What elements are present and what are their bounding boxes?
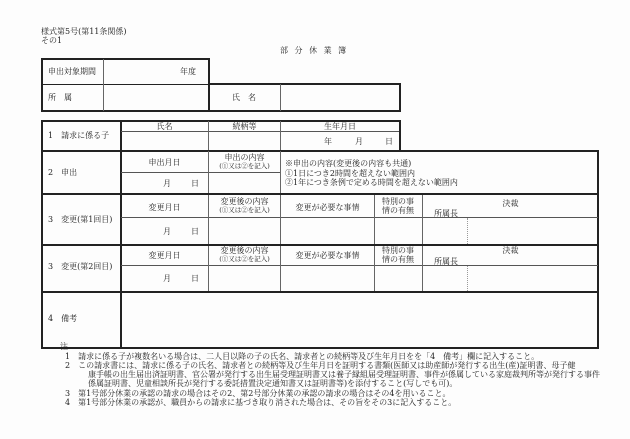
change2-special-header-2: 情の有無 — [382, 255, 414, 264]
affiliation-field[interactable] — [104, 85, 207, 110]
name-field[interactable] — [281, 85, 398, 110]
request-note-3: ②1年につき条例で定める時間を超えない範囲内 — [285, 178, 458, 187]
remarks-label: 4 備考 — [48, 314, 78, 323]
page-title: 部 分 休 業 簿 — [280, 46, 349, 55]
child-relation-header: 続柄等 — [232, 122, 257, 131]
note-1: 1 請求に係る子が複数名いる場合は、二人目以降の子の氏名、請求者との続柄等及び生年月日をを「4 備考」欄に記入すること。 — [65, 352, 540, 361]
request-content-sub: (①又は②を記入) — [219, 162, 270, 170]
note-2a: 2 この請求書には、請求に係る子の氏名、請求者との続柄等及び生年月日を証明する書類(医師又は助産師が発行する出生(産)証明書、母子健 — [65, 361, 576, 370]
child-birth-field[interactable] — [281, 132, 399, 150]
request-day-label: 日 — [191, 179, 199, 188]
form-number: 様式第5号(第11条関係) — [41, 27, 127, 36]
note-2b: 康手帳の出生届出済証明書、官公署が発行する出生届受理証明書又は養子縁組届受理証明書、事件が係属している家庭裁判所等が発行する事件 — [88, 370, 600, 379]
name-label: 氏 名 — [232, 93, 256, 102]
change1-special-field[interactable] — [375, 218, 422, 244]
notes-heading: 注 — [60, 342, 68, 351]
change1-approval-seal[interactable] — [468, 218, 598, 244]
child-name-field[interactable] — [121, 132, 208, 150]
change1-approver-label: 所属長 — [434, 209, 458, 218]
change2-special-field[interactable] — [375, 266, 422, 291]
child-name-header: 氏名 — [156, 122, 173, 131]
change1-content-field[interactable] — [209, 218, 280, 244]
birth-day-label: 日 — [385, 137, 393, 146]
change1-special-header-2: 情の有無 — [382, 206, 414, 215]
remarks-field[interactable] — [122, 293, 597, 347]
change1-date-header: 変更月日 — [148, 203, 181, 212]
birth-month-label: 月 — [355, 137, 363, 146]
note-3: 3 第1号部分休業の承認の請求の場合はその2、第2号部分休業の承認の請求の場合はその4を用いること。 — [65, 389, 451, 398]
period-suffix: 年度 — [180, 67, 196, 76]
change1-content-header: 変更後の内容 — [220, 197, 269, 206]
change1-label: 3 変更(第1回目) — [48, 215, 113, 224]
change1-reason-header: 変更が必要な事情 — [295, 203, 360, 212]
request-note-2: ①1日につき2時間を超えない範囲内 — [285, 169, 416, 178]
change2-reason-field[interactable] — [281, 266, 374, 291]
change1-reason-field[interactable] — [281, 218, 374, 244]
change2-approval-seal[interactable] — [468, 266, 598, 291]
change2-date-header: 変更月日 — [148, 251, 181, 260]
affiliation-label: 所 属 — [48, 93, 72, 102]
note-4: 4 第1号部分休業の承認が、職員からの請求に基づき取り消された場合は、その旨をその3に記入すること。 — [65, 398, 457, 407]
change1-approver-seal[interactable] — [423, 218, 467, 244]
child-relation-field[interactable] — [209, 132, 280, 150]
change2-special-header-1: 特別の事 — [382, 246, 414, 255]
request-month-label: 月 — [163, 179, 171, 188]
request-content-field[interactable] — [209, 173, 280, 193]
change2-reason-header: 変更が必要な事情 — [295, 251, 360, 260]
child-birth-header: 生年月日 — [324, 122, 356, 131]
child-label: 1 請求に係る子 — [48, 131, 110, 140]
change1-day-label: 日 — [191, 227, 199, 236]
request-label: 2 申出 — [48, 168, 78, 177]
change2-content-field[interactable] — [209, 266, 280, 291]
change2-content-header: 変更後の内容 — [220, 246, 269, 255]
sub-number: その1 — [41, 36, 63, 45]
change1-approval-header: 決裁 — [502, 199, 519, 208]
change1-content-sub: (①又は②を記入) — [219, 206, 270, 214]
change2-day-label: 日 — [191, 274, 199, 283]
change1-special-header-1: 特別の事 — [382, 197, 414, 206]
request-note-1: ※申出の内容(変更後の内容も共通) — [285, 159, 412, 168]
change2-approver-seal[interactable] — [423, 266, 467, 291]
change2-month-label: 月 — [163, 274, 171, 283]
period-label: 申出対象期間 — [48, 67, 96, 76]
change1-month-label: 月 — [163, 227, 171, 236]
request-date-header: 申出月日 — [148, 158, 181, 167]
change2-label: 3 変更(第2回目) — [48, 262, 113, 271]
change2-approver-label: 所属長 — [434, 257, 458, 266]
change2-approval-header: 決裁 — [502, 246, 519, 255]
change2-content-sub: (①又は②を記入) — [219, 255, 270, 263]
note-2c: 係属証明書、児童相談所長が発行する委託措置決定通知書又は証明書等)を添付すること(写しでも可)。 — [88, 379, 458, 388]
birth-year-label: 年 — [324, 137, 332, 146]
request-content-header: 申出の内容 — [224, 153, 265, 162]
